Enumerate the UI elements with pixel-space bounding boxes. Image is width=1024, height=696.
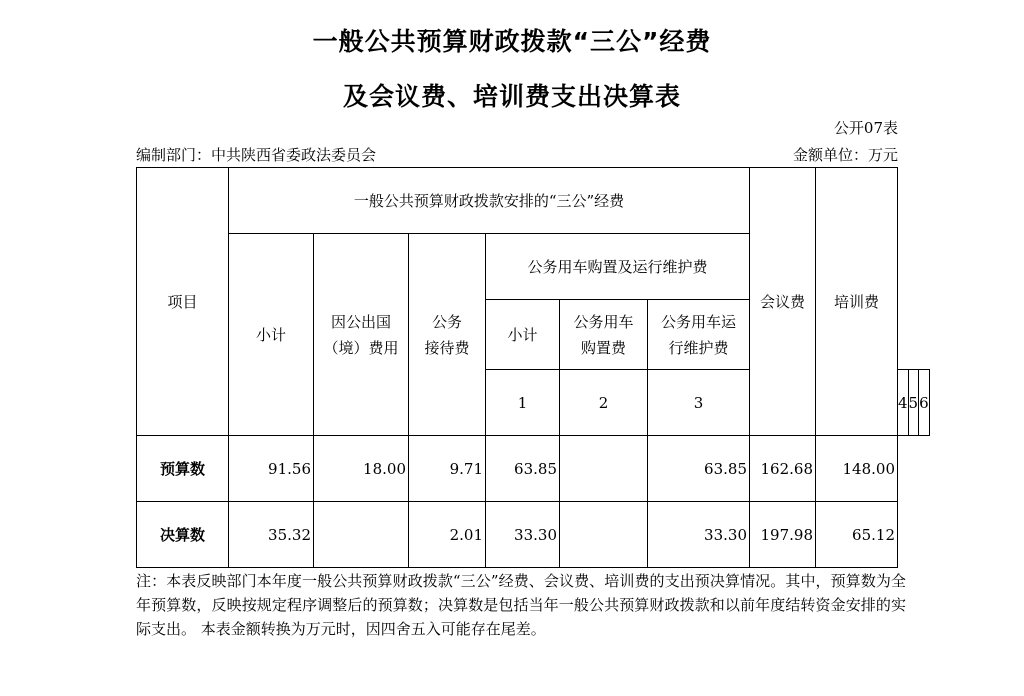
- budget-subtotal: 91.56: [229, 436, 314, 502]
- col-index-1: 1: [486, 370, 560, 436]
- table-footnote: 注：本表反映部门本年度一般公共预算财政拨款“三公”经费、会议费、培训费的支出预决算情况。其中，预算数为全年预算数，反映按规定程序调整后的预算数；决算数是包括当年一般公共预算财政拨款和以前年度结转资金安排的实际支出。 本表金额转换为万元时，因四舍五入可能存在尾差。: [136, 572, 906, 638]
- budget-meeting: 162.68: [750, 436, 816, 502]
- header-vehicle-maintenance: [648, 300, 750, 370]
- final-abroad: [314, 502, 409, 568]
- header-training: 培训费: [816, 168, 898, 436]
- col-index-3: 3: [648, 370, 750, 436]
- header-vehicle-group: 公务用车购置及运行维护费: [486, 234, 750, 300]
- final-vehicle-maintenance: 33.30: [648, 502, 750, 568]
- compiling-department: 编制部门：中共陕西省委政法委员会: [136, 146, 377, 164]
- col-index-5: 5: [908, 370, 919, 436]
- final-subtotal: 35.32: [229, 502, 314, 568]
- budget-abroad: 18.00: [314, 436, 409, 502]
- header-reception-line1: 公务: [431, 312, 462, 331]
- final-meeting: 197.98: [750, 502, 816, 568]
- header-reception: [409, 234, 486, 436]
- header-meeting: 会议费: [750, 168, 816, 436]
- row-label-final: 决算数: [137, 502, 229, 568]
- table-number: 公开07表: [833, 119, 898, 137]
- header-vehicle-maintenance-line1: 公务用车运: [660, 312, 736, 331]
- budget-vehicle-maintenance: 63.85: [648, 436, 750, 502]
- row-label-budget: 预算数: [137, 436, 229, 502]
- header-item: 项目: [137, 168, 229, 436]
- header-abroad-line2: （境）费用: [323, 338, 399, 357]
- col-index-2: 2: [560, 370, 648, 436]
- header-reception-line2: 接待费: [424, 338, 470, 357]
- col-index-4: 4: [898, 370, 909, 436]
- final-reception: 2.01: [409, 502, 486, 568]
- table-row: [137, 436, 930, 502]
- budget-vehicle-subtotal: 63.85: [486, 436, 560, 502]
- header-vehicle-maintenance-line2: 行维护费: [668, 338, 729, 357]
- header-abroad-line1: 因公出国: [330, 312, 391, 331]
- amount-unit: 金额单位：万元: [792, 146, 898, 164]
- header-vehicle-purchase-line2: 购置费: [580, 338, 626, 357]
- final-training: 65.12: [816, 502, 898, 568]
- header-three-public-group: 一般公共预算财政拨款安排的“三公”经费: [229, 168, 750, 234]
- table-row: [137, 502, 930, 568]
- report-title-line1: 一般公共预算财政拨款“三公”经费: [312, 27, 712, 56]
- header-vehicle-purchase-line1: 公务用车: [573, 312, 634, 331]
- header-abroad: [314, 234, 409, 436]
- final-vehicle-purchase: [560, 502, 648, 568]
- expenditure-table: [136, 167, 930, 568]
- header-vehicle-purchase: [560, 300, 648, 370]
- report-title-line2: 及会议费、培训费支出决算表: [342, 82, 681, 111]
- budget-training: 148.00: [816, 436, 898, 502]
- budget-reception: 9.71: [409, 436, 486, 502]
- header-vehicle-subtotal: 小计: [486, 300, 560, 370]
- budget-vehicle-purchase: [560, 436, 648, 502]
- final-vehicle-subtotal: 33.30: [486, 502, 560, 568]
- header-subtotal: 小计: [229, 234, 314, 436]
- col-index-6: 6: [919, 370, 930, 436]
